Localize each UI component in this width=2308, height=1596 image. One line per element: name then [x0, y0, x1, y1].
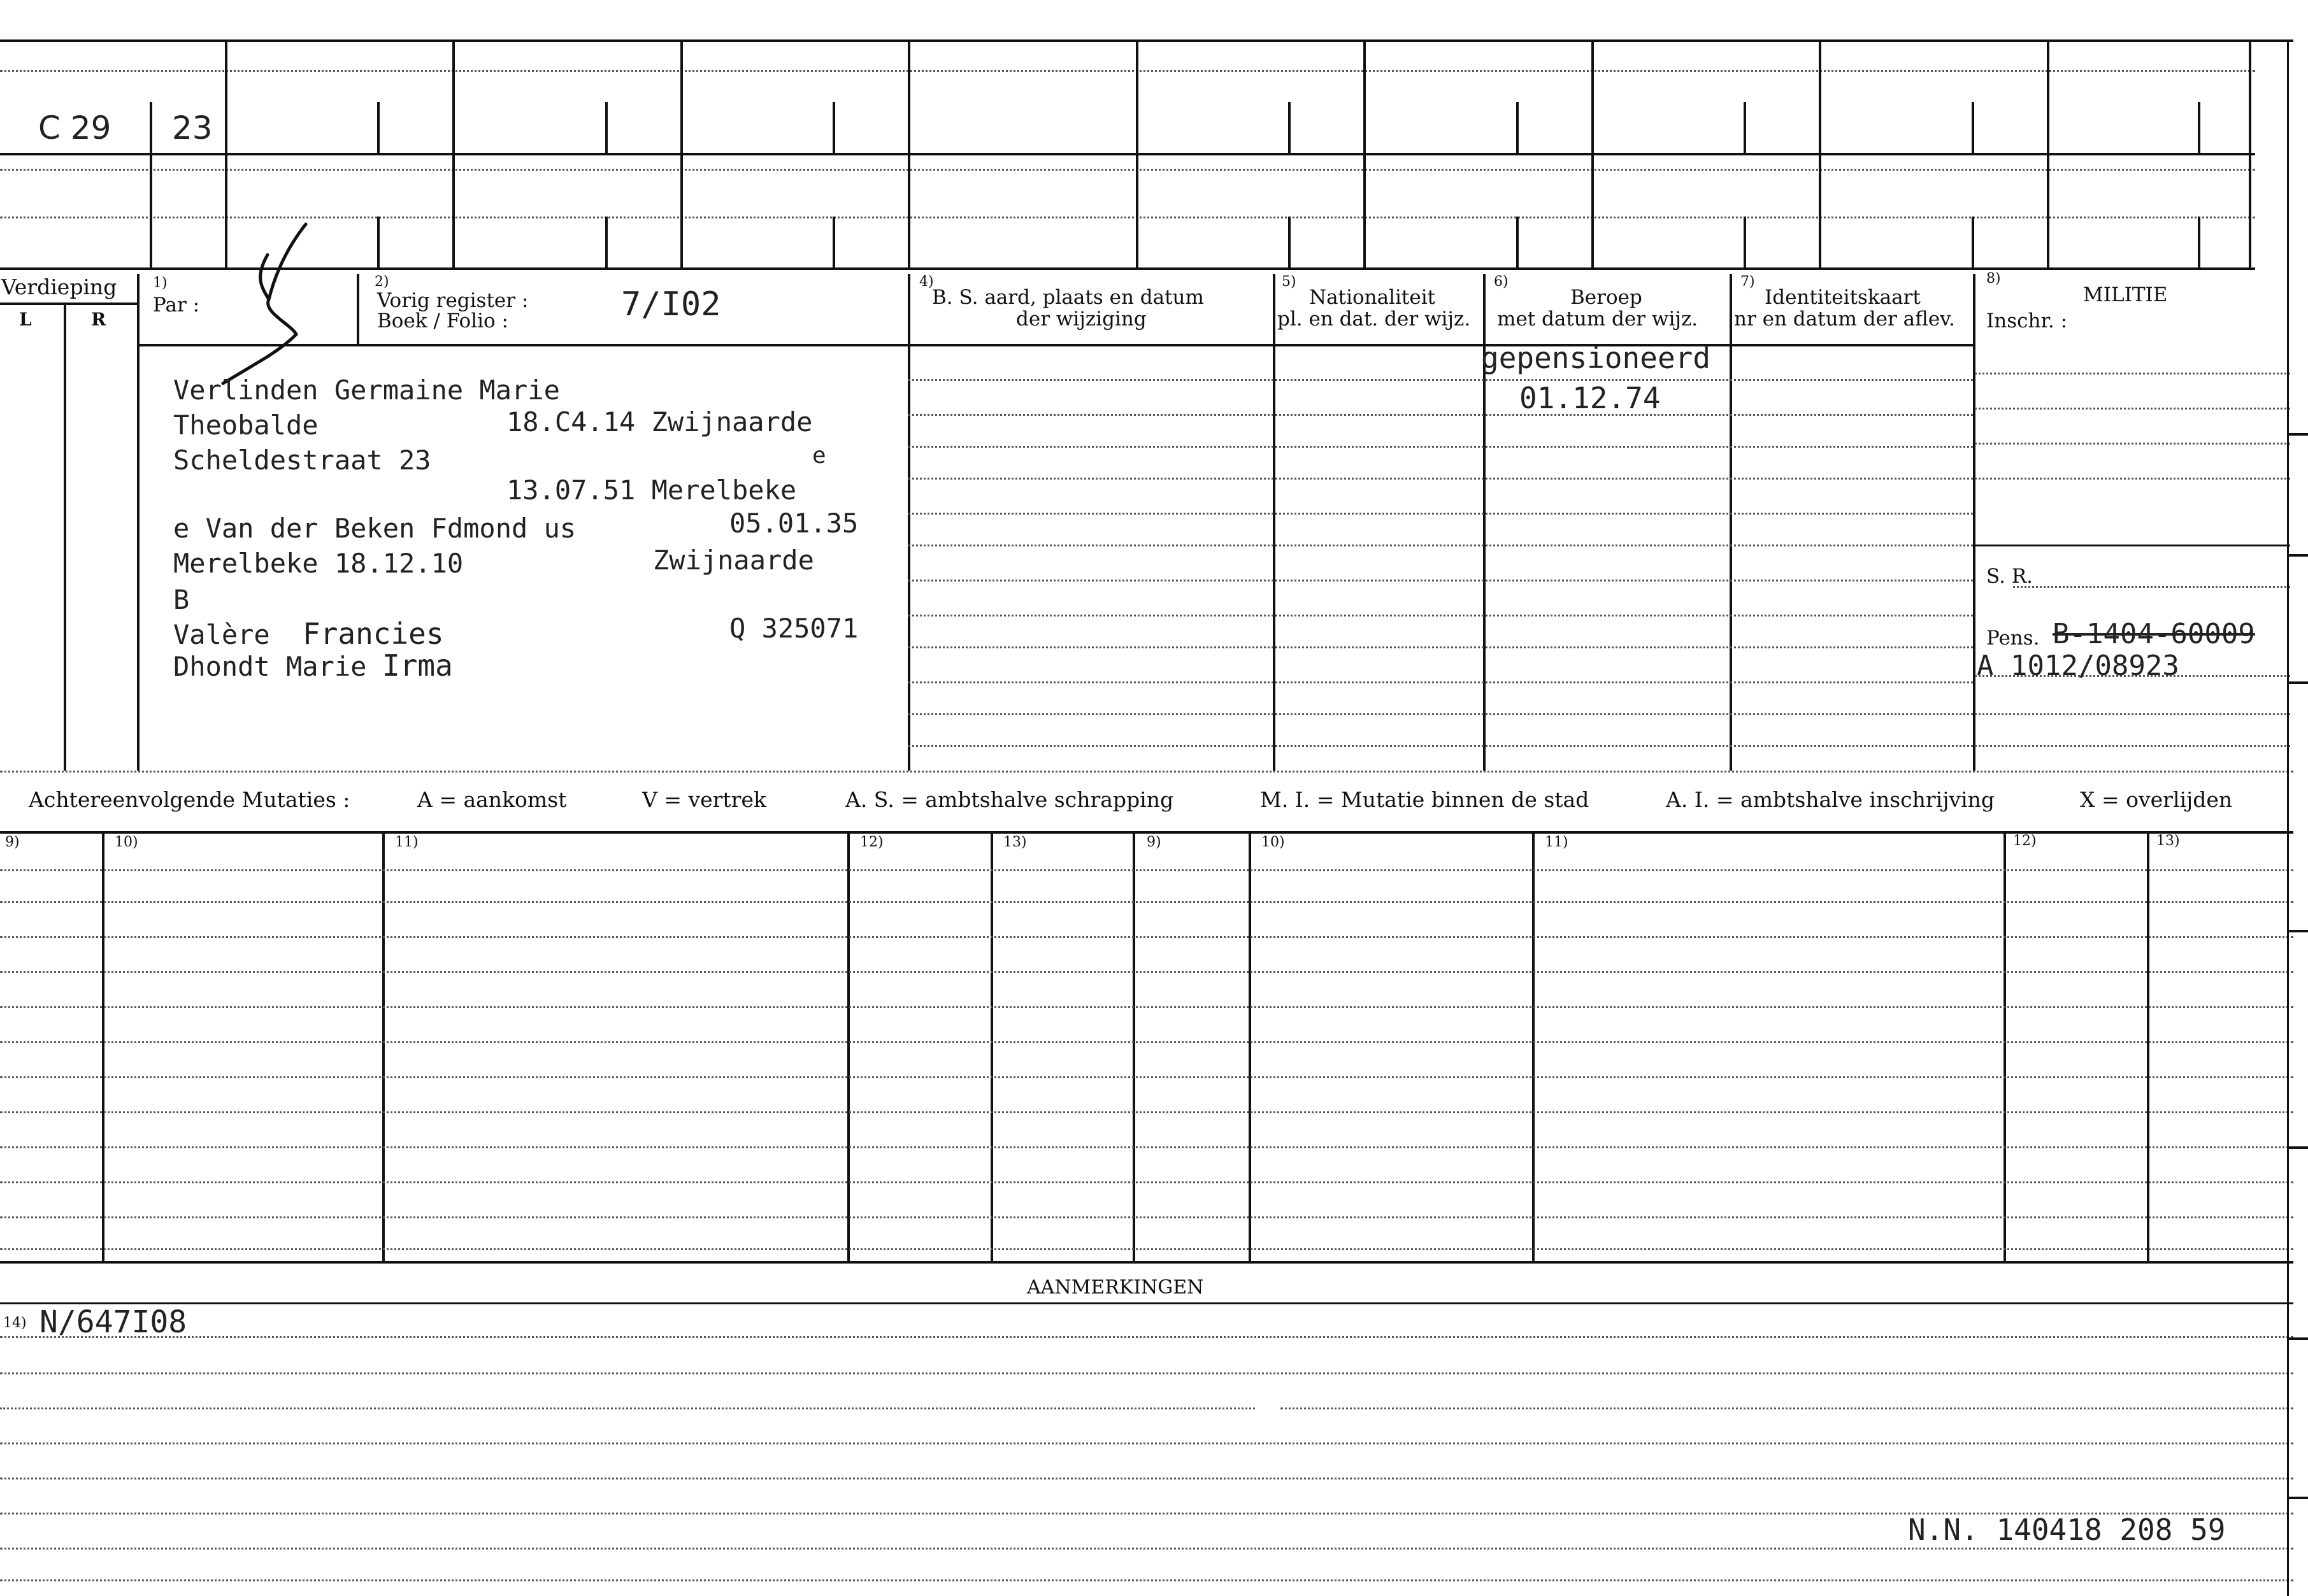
col-l-label: L	[19, 309, 32, 330]
legend-title: Achtereenvolgende Mutaties :	[29, 787, 350, 812]
person-birth: 18.C4.14 Zwijnaarde	[506, 406, 813, 438]
person-marriage-date: 05.01.35	[729, 508, 859, 539]
id-num: 7)	[1740, 274, 1755, 290]
mut-col-9b: 9)	[1147, 834, 1161, 850]
person-spouse-birth: Merelbeke 18.12.10	[173, 548, 464, 579]
vorig-num: 2)	[375, 274, 389, 290]
mut-col-11b: 11)	[1545, 834, 1568, 850]
person-arrival: 13.07.51 Merelbeke	[506, 474, 797, 506]
verdieping-label: Verdieping	[1, 274, 117, 299]
bs-label-1: B. S. aard, plaats en datum	[932, 286, 1204, 309]
legend-ai: A. I. = ambtshalve inschrijving	[1666, 787, 1995, 812]
beroep-date: 01.12.74	[1519, 381, 1661, 415]
sr-label: S. R.	[1986, 565, 2033, 588]
mut-col-11: 11)	[395, 834, 419, 850]
person-mother-second: Irma	[382, 648, 453, 683]
person-name: Verlinden Germaine Marie	[173, 374, 560, 406]
id-label-2: nr en datum der aflev.	[1734, 308, 1955, 331]
par-label: Par :	[153, 294, 200, 317]
mut-col-13: 13)	[1003, 834, 1027, 850]
person-note-e: e	[812, 443, 826, 469]
inschr-label: Inschr. :	[1986, 310, 2068, 332]
signature-mark	[217, 217, 319, 395]
remarks-value: N/647I08	[39, 1304, 187, 1340]
nn-number: N.N. 140418 208 59	[1908, 1513, 2226, 1547]
mut-col-12b: 12)	[2013, 833, 2037, 849]
pens-label: Pens.	[1986, 627, 2040, 650]
vorig-register-value: 7/I02	[621, 285, 721, 324]
legend-x: X = overlijden	[2080, 787, 2233, 812]
nat-label-2: pl. en dat. der wijz.	[1277, 308, 1471, 331]
person-spouse: e Van der Beken Fdmond us	[173, 513, 577, 544]
beroep-num: 6)	[1494, 274, 1509, 290]
par-num: 1)	[153, 275, 168, 291]
mut-col-10b: 10)	[1261, 834, 1285, 850]
person-code-b: B	[173, 584, 190, 615]
remarks-divider	[0, 1302, 2293, 1304]
col-r-label: R	[91, 309, 106, 330]
code-right: 23	[172, 110, 213, 146]
nat-num: 5)	[1282, 274, 1296, 290]
bs-label-2: der wijziging	[1016, 308, 1147, 331]
mut-col-9: 9)	[5, 834, 20, 850]
id-label-1: Identiteitskaart	[1765, 286, 1921, 309]
mut-col-13b: 13)	[2156, 833, 2180, 849]
person-address: Scheldestraat 23	[173, 445, 431, 476]
main-block-bottom	[0, 771, 2293, 773]
person-mother: Dhondt Marie	[173, 651, 367, 682]
legend-v: V = vertrek	[642, 787, 766, 812]
legend-as: A. S. = ambtshalve schrapping	[845, 787, 1174, 812]
bs-num: 4)	[919, 274, 934, 290]
mut-col-10: 10)	[115, 834, 138, 850]
pens-old-number: B-1404-60009	[2053, 618, 2255, 650]
person-father: Francies	[303, 616, 444, 651]
militie-label: MILITIE	[2083, 283, 2168, 306]
person-father-first: Valère	[173, 619, 270, 650]
mil-num: 8)	[1986, 271, 2001, 287]
nat-label-1: Nationaliteit	[1309, 286, 1436, 309]
remarks-title: AANMERKINGEN	[1027, 1276, 1204, 1299]
pens-new-number: A 1012/08923	[1977, 650, 2179, 682]
beroep-label-2: met datum der wijz.	[1497, 308, 1698, 331]
person-given-name: Theobalde	[173, 410, 319, 441]
person-id-number: Q 325071	[729, 613, 859, 644]
legend-a: A = aankomst	[417, 787, 567, 812]
mut-col-12: 12)	[860, 834, 884, 850]
legend-mi: M. I. = Mutatie binnen de stad	[1260, 787, 1589, 812]
person-spouse-place: Zwijnaarde	[653, 545, 814, 576]
beroep-value: gepensioneerd	[1481, 341, 1711, 375]
vorig-register-label: Vorig register :	[377, 289, 529, 312]
boek-folio-label: Boek / Folio :	[377, 310, 508, 332]
code-left: C 29	[38, 110, 111, 146]
beroep-label-1: Beroep	[1570, 286, 1642, 309]
remarks-num: 14)	[3, 1315, 27, 1331]
